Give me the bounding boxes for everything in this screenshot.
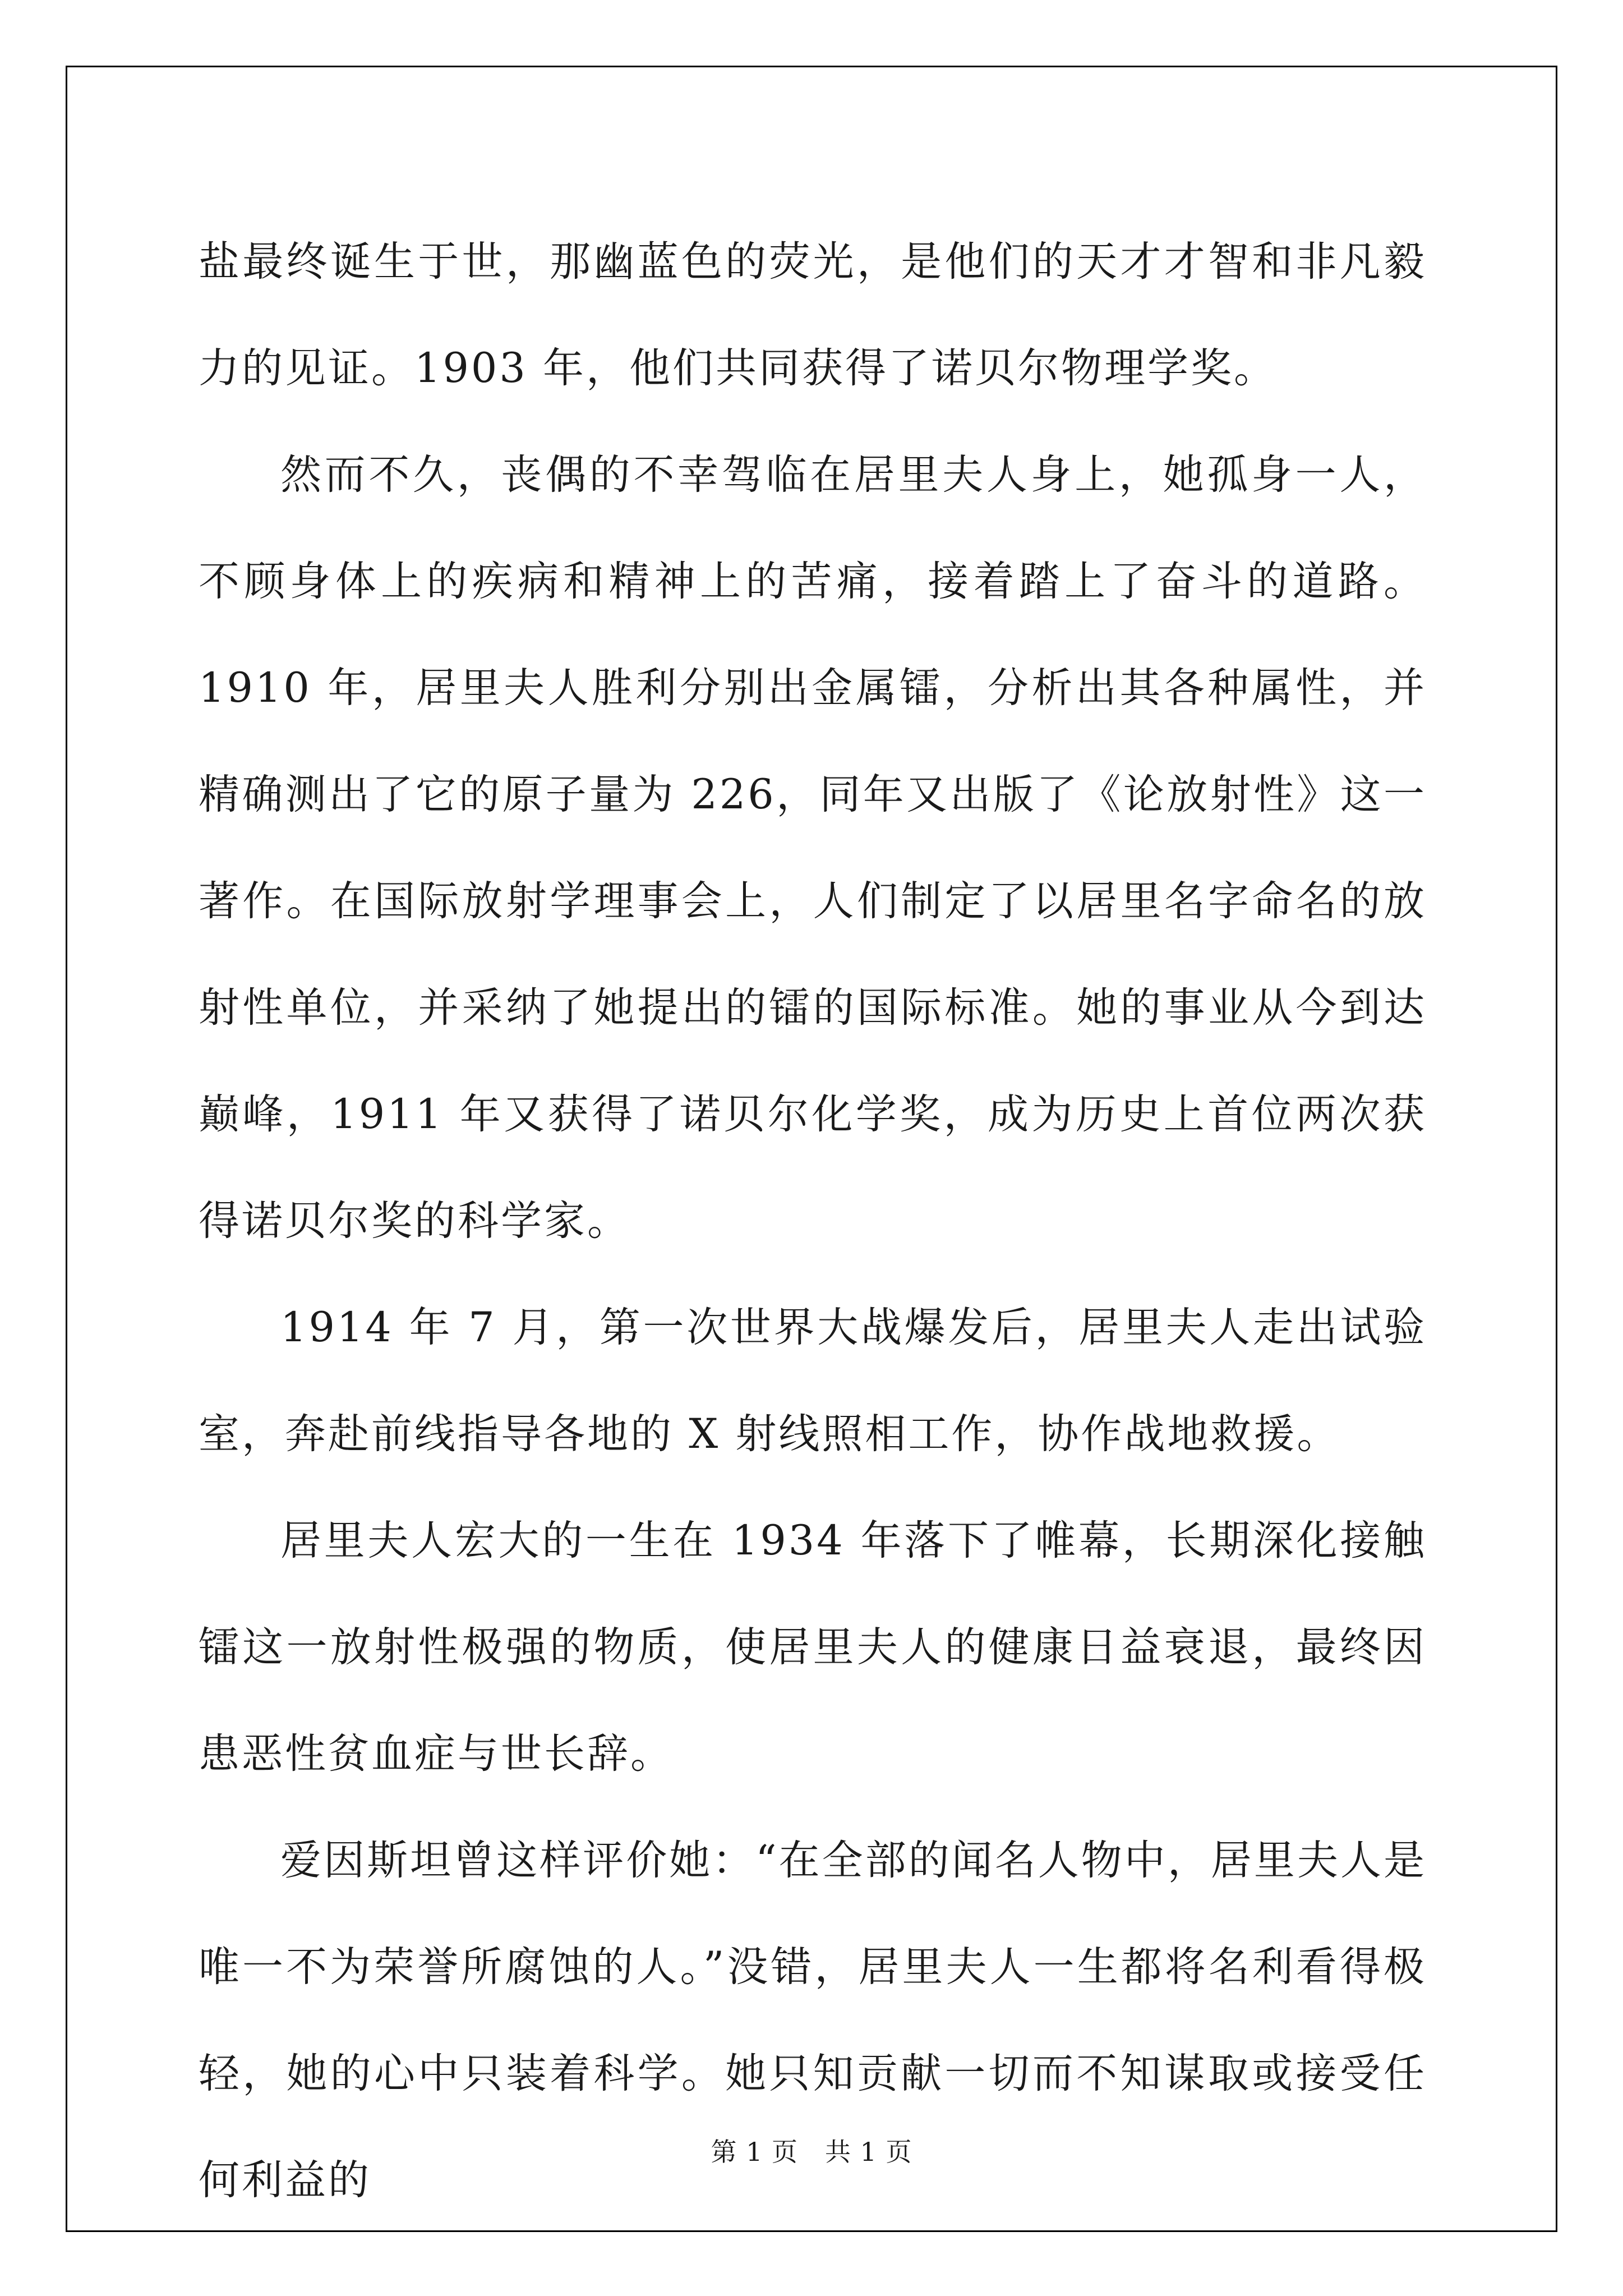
paragraph: 盐最终诞生于世，那幽蓝色的荧光，是他们的天才才智和非凡毅力的见证。1903 年，他们共同获得了诺贝尔物理学奖。 (199, 238, 1427, 392)
document-body (199, 209, 1427, 2234)
paragraph: 爱因斯坦曾这样评价她：“在全部的闻名人物中，居里夫人是唯一不为荣誉所腐蚀的人。”没错，居里夫人一生都将名利看得极轻，她的心中只装着科学。她只知贡献一切而不知谋取或接受任何利益的 (199, 1837, 1427, 2204)
page-footer (0, 2132, 1623, 2169)
page-total: 共 1 页 (825, 2137, 912, 2167)
page-number: 第 1 页 (711, 2137, 798, 2167)
paragraph: 然而不久，丧偶的不幸驾临在居里夫人身上，她孤身一人，不顾身体上的疾病和精神上的苦痛，接着踏上了奋斗的道路。1910 年，居里夫人胜利分别出金属镭，分析出其各种属性，并精确测出了它的原子量为 226，同年又出版了《论放射性》这一著作。在国际放射学理事会上，人们制定了以居里名字命名的放射性单位，并采纳了她提出的镭的国际标准。她的事业从今到达巅峰，1911 年又获得了诺贝尔化学奖，成为历史上首位两次获得诺贝尔奖的科学家。 (199, 451, 1427, 1245)
paragraph: 1914 年 7 月，第一次世界大战爆发后，居里夫人走出试验室，奔赴前线指导各地的 X 射线照相工作，协作战地救援。 (199, 1304, 1427, 1458)
paragraph: 居里夫人宏大的一生在 1934 年落下了帷幕，长期深化接触镭这一放射性极强的物质，使居里夫人的健康日益衰退，最终因患恶性贫血症与世长辞。 (199, 1517, 1427, 1778)
